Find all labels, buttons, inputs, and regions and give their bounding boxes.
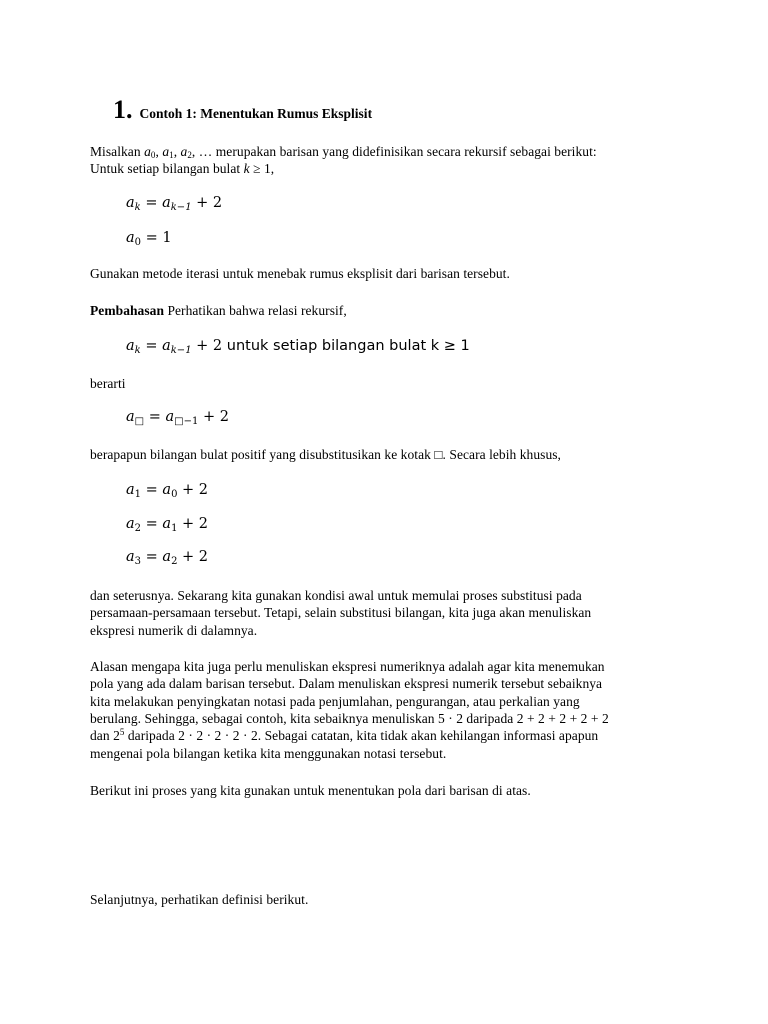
- solution-text: Perhatikan bahwa relasi rekursif,: [164, 303, 347, 318]
- equation-relation: $a_k = a_{k-1} + 2$ untuk setiap bilangan bulat k ≥ 1: [126, 338, 470, 356]
- paragraph-4: Selanjutnya, perhatikan definisi berikut.: [90, 892, 309, 907]
- heading-title: Contoh 1: Menentukan Rumus Eksplisit: [139, 106, 373, 121]
- intro-text: ≥ 1,: [249, 161, 275, 176]
- intro-line-1: Misalkan $a_0$, $a_1$, $a_2$, … merupakan barisan yang didefinisikan secara rekursif sebagai berikut:: [90, 144, 597, 160]
- equation-initial: $a_0 = 1$: [126, 230, 172, 248]
- equation-box: $a_□ = a_{□-1} + 2$: [126, 409, 229, 427]
- intro-line-2: [90, 160, 274, 177]
- seq-sub: 1: [169, 150, 174, 160]
- equation-recursive: $a_k = a_{k-1} + 2$: [126, 195, 223, 213]
- intro-text: Misalkan: [90, 144, 145, 159]
- paragraph-2-line: mengenai pola bilangan ketika kita menggunakan notasi tersebut.: [90, 746, 447, 761]
- seq-var: a: [162, 144, 170, 159]
- paragraph-1-line: ekspresi numerik di dalamnya.: [90, 623, 258, 638]
- paragraph-2-line: pola yang ada dalam barisan tersebut. Dalam menuliskan ekspresi numerik tersebut sebaiknya: [90, 676, 603, 691]
- intro-text: … merupakan barisan yang didefinisikan secara rekursif sebagai berikut:: [195, 144, 597, 159]
- solution-line: [90, 302, 347, 319]
- paragraph-2-line: Alasan mengapa kita juga perlu menuliskan ekspresi numeriknya adalah agar kita menemukan: [90, 659, 605, 674]
- seq-sub: 2: [187, 150, 192, 160]
- berarti-text: berarti: [90, 376, 126, 391]
- seq-sub: 0: [150, 150, 156, 160]
- task-text: Gunakan metode iterasi untuk menebak rumus eksplisit dari barisan tersebut.: [90, 266, 510, 281]
- paragraph-1-line: persamaan-persamaan tersebut. Tetapi, selain substitusi bilangan, kita juga akan menuliskan: [90, 605, 592, 620]
- box-text: berapapun bilangan bulat positif yang disubstitusikan ke kotak □. Secara lebih khusus,: [90, 447, 561, 462]
- equation-a3: $a_3 = a_2 + 2$: [126, 549, 209, 567]
- seq-var: a: [144, 144, 151, 159]
- seq-var: a: [180, 144, 188, 159]
- solution-label: Pembahasan: [90, 303, 165, 318]
- equation-a2: $a_2 = a_1 + 2$: [126, 516, 209, 534]
- paragraph-2-line: berulang. Sehingga, sebagai contoh, kita sebaiknya menuliskan 5 · 2 daripada 2 + 2 + 2 + 2 + 2: [90, 711, 609, 726]
- var-k: k: [243, 161, 250, 176]
- paragraph-2-line: kita melakukan penyingkatan notasi pada penjumlahan, pengurangan, atau perkalian yang: [90, 694, 580, 709]
- paragraph-3: Berikut ini proses yang kita gunakan untuk menentukan pola dari barisan di atas.: [90, 783, 531, 798]
- equation-a1: $a_1 = a_0 + 2$: [126, 482, 209, 500]
- heading-number: 1.: [113, 95, 133, 124]
- paragraph-2-line: dan $2^5$ daripada 2 · 2 · 2 · 2 · 2. Sebagai catatan, kita tidak akan kehilangan informasi apapun: [90, 727, 599, 743]
- paragraph-1-line: dan seterusnya. Sekarang kita gunakan kondisi awal untuk memulai proses substitusi pada: [90, 588, 582, 603]
- section-heading: [113, 95, 372, 125]
- intro-text: Untuk setiap bilangan bulat: [90, 161, 244, 176]
